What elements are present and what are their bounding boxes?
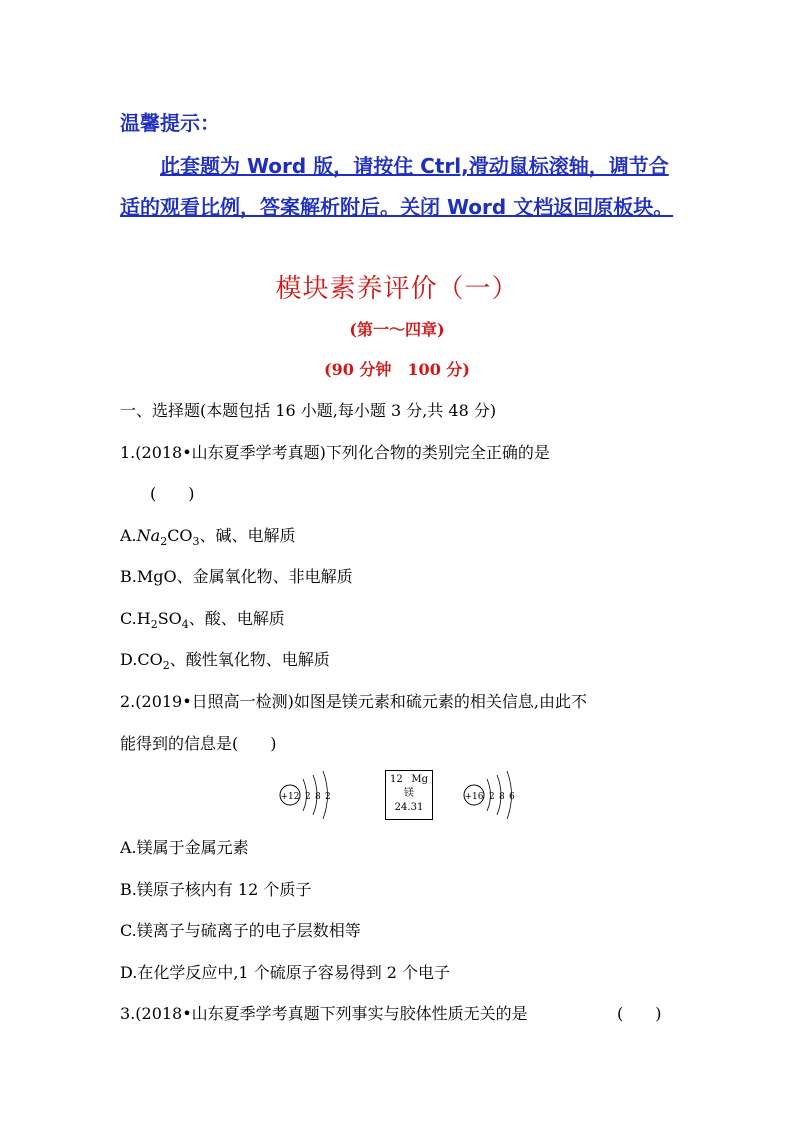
chapter-scope: (第一～四章) — [349, 320, 445, 339]
svg-text:2: 2 — [305, 792, 311, 802]
time-score: (90 分钟 100 分) — [324, 360, 470, 379]
q2-option-b: B.镁原子核内有 12 个质子 — [120, 880, 312, 899]
atomic-mass: 24.31 — [394, 802, 424, 813]
element-name: 镁 — [404, 788, 414, 799]
section-heading: 一、选择题(本题包括 16 小题,每小题 3 分,共 48 分) — [120, 401, 497, 420]
q1-blank: ( ) — [150, 484, 195, 503]
tip-title: 温馨提示： — [120, 111, 220, 135]
q1-option-b: B.MgO、金属氧化物、非电解质 — [120, 567, 353, 586]
q1-option-d: $D.CO_2$、酸性氧化物、电解质 — [120, 650, 330, 673]
q3-stem: 3.(2018•山东夏季学考真题下列事实与胶体性质无关的是 — [120, 1004, 528, 1023]
svg-text:+16: +16 — [464, 792, 484, 802]
atomic-number: 12 — [390, 774, 403, 785]
svg-text:2: 2 — [325, 792, 331, 802]
svg-text:+12: +12 — [280, 792, 300, 802]
q2-option-c: C.镁离子与硫离子的电子层数相等 — [120, 921, 361, 940]
q2-stem-line2: 能得到的信息是( ) — [120, 734, 277, 753]
q1-stem: 1.(2018•山东夏季学考真题)下列化合物的类别完全正确的是 — [120, 443, 550, 462]
svg-text:8: 8 — [315, 792, 321, 802]
page-title: 模块素养评价（一） — [275, 274, 519, 304]
sulfur-atom-diagram — [460, 765, 530, 825]
atom-structure-figure — [270, 765, 530, 825]
periodic-table-cell — [385, 770, 433, 820]
svg-text:6: 6 — [509, 792, 515, 802]
svg-text:2: 2 — [489, 792, 495, 802]
svg-text:8: 8 — [499, 792, 505, 802]
element-symbol: Mg — [411, 774, 428, 785]
q2-option-a: A.镁属于金属元素 — [120, 838, 249, 857]
q1-option-a: $A.Na_2CO_3$、碱、电解质 — [120, 526, 296, 549]
q3-blank: ( ) — [617, 1004, 662, 1023]
tip-body: 此套题为 Word 版，请按住 Ctrl,滑动鼠标滚轴，调节合适的观看比例，答案解析附后。关闭 Word 文档返回原板块。 — [120, 154, 674, 219]
q2-stem-line1: 2.(2019•日照高一检测)如图是镁元素和硫元素的相关信息,由此不 — [120, 692, 587, 711]
q2-option-d: D.在化学反应中,1 个硫原子容易得到 2 个电子 — [120, 963, 451, 982]
q1-option-c: $C.H_2SO_4$、酸、电解质 — [120, 609, 285, 632]
